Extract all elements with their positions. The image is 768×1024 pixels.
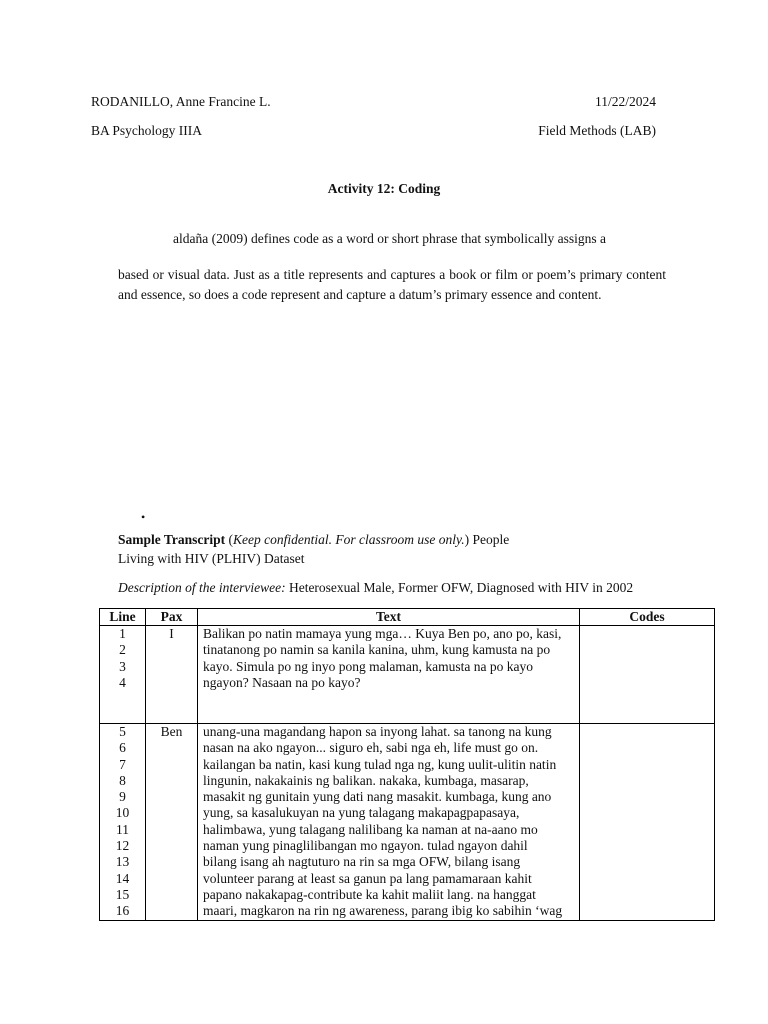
table-header-row [100,609,715,626]
line-numbers [100,724,146,921]
line-number: 7 [119,756,126,772]
program: BA Psychology IIIA [91,123,202,138]
text-line: papano nakakapag-contribute ka kahit maliit lang. na hanggat [203,886,536,902]
line-number: 11 [116,821,129,837]
text-line: kailangan ba natin, kasi kung tulad nga ng, kung uulit-ulitin natin [203,756,557,772]
interviewee-description [118,578,633,597]
date: 11/22/2024 [594,94,656,109]
course: Field Methods (LAB) [538,123,656,138]
codes-cell[interactable] [580,724,715,921]
line-number: 9 [119,789,126,805]
line-number: 10 [115,805,130,821]
text-line: tinatanong po namin sa kanila kanina, uhm, kung kamusta na po [203,642,551,658]
page-title: Activity 12: Coding [327,181,441,196]
text-line: masakit ng gunitain yung dati nang masakit. kumbaga, kung ano [203,789,552,805]
header-line: Line [100,609,146,626]
table-row [100,724,715,921]
line-number: 13 [115,854,130,870]
text-line: unang-una magandang hapon sa inyong lahat. sa tanong na kung [203,724,552,739]
speaker-cell: Ben [146,724,198,921]
speaker-cell: I [146,626,198,724]
transcript-label-line2: Living with HIV (PLHIV) Dataset [118,551,305,566]
description-label: Description of the interviewee: [118,580,286,595]
line-number: 8 [119,772,126,788]
line-number: 5 [119,724,126,739]
transcript-label-close: ) People [464,532,510,547]
text-line: nasan na ako ngayon... siguro eh, sabi nga eh, life must go on. [203,740,539,756]
line-number: 16 [115,903,130,919]
text-line: volunteer parang at least sa ganun pa lang pamamaraan kahit [203,870,532,886]
text-line: halimbawa, yung talagang nalilibang ka naman at na-aano mo [203,821,538,837]
line-number: 6 [119,740,126,756]
text-cell [198,724,580,921]
transcript-label-bold: Sample Transcript [118,532,226,547]
header-text: Text [198,609,580,626]
line-number: 12 [115,838,130,854]
transcript-label [118,530,509,568]
intro-paragraph: based or visual data. Just as a title represents and captures a book or film or poem’s primary content and essence, so does a code represent and capture a datum’s primary essence and content. [118,267,666,302]
text-line: kayo. Simula po ng inyo pong malaman, kamusta na po kayo [203,658,533,674]
text-line: maari, magkaron na rin ng awareness, parang ibig ko sabihin ‘wag [203,903,563,919]
transcript-table [99,608,715,921]
header-row-2 [91,123,656,139]
line-number: 1 [119,626,126,641]
text-line: ngayon? Nasaan na po kayo? [203,674,361,690]
line-numbers [100,626,146,724]
line-number: 3 [119,658,126,674]
text-cell [198,626,580,724]
line-number: 15 [115,886,130,902]
line-number: 2 [119,642,126,658]
text-line: bilang isang ah nagtuturo na rin sa mga OFW, bilang isang [203,854,521,870]
header-row-1 [91,94,656,110]
description-text: Heterosexual Male, Former OFW, Diagnosed with HIV in 2002 [285,580,634,595]
intro-line-1: aldaña (2009) defines code as a word or short phrase that symbolically assigns a [173,231,607,246]
text-line: yung, sa kasalukuyan na yung talagang makapagpapasaya, [203,805,520,821]
header-codes: Codes [580,609,715,626]
transcript-label-italic: Keep confidential. For classroom use only. [233,532,465,547]
student-name: RODANILLO, Anne Francine L. [91,94,271,109]
text-line: Balikan po natin mamaya yung mga… Kuya Ben po, ano po, kasi, [203,626,562,641]
table-row [100,626,715,724]
text-line: naman yung pinaglilibangan mo ngayon. tulad ngayon dahil [203,838,528,854]
text-line: lingunin, nakakainis ng balikan. nakaka, kumbaga, masarap, [203,772,529,788]
line-number: 14 [115,870,130,886]
line-number: 4 [119,674,126,690]
bullet-point: • [141,510,146,524]
header-pax: Pax [146,609,198,626]
transcript-label-open: ( [225,532,234,547]
codes-cell[interactable] [580,626,715,724]
